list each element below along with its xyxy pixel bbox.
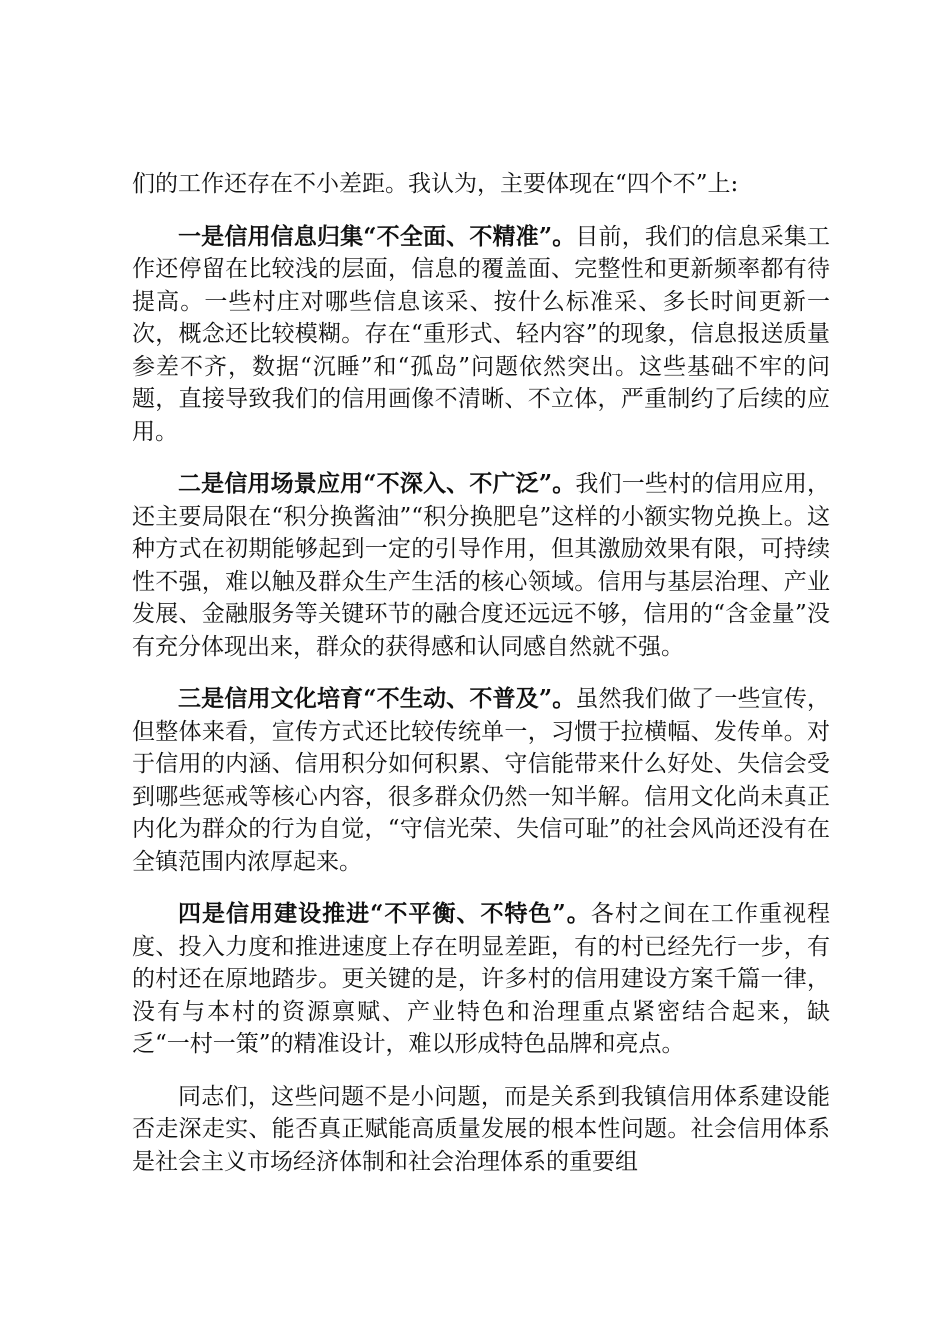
document-page	[132, 168, 830, 1198]
paragraph-point-two	[132, 468, 830, 663]
paragraph-heading: 三是信用文化培育“不生动、不普及”。	[178, 685, 576, 712]
paragraph-text: 我们一些村的信用应用，还主要局限在“积分换酱油”“积分换肥皂”这样的小额实物兑换上。这种方式在初期能够起到一定的引导作用，但其激励效果有限，可持续性不强，难以触及群众生产生活的核心领域。信用与基层治理、产业发展、金融服务等关键环节的融合度还远远不够，信用的“含金量”没有充分体现出来，群众的获得感和认同感自然就不强。	[132, 471, 830, 660]
paragraph-heading: 二是信用场景应用“不深入、不广泛”。	[178, 470, 576, 497]
paragraph-text: 同志们，这些问题不是小问题，而是关系到我镇信用体系建设能否走深走实、能否真正赋能高质量发展的根本性问题。社会信用体系是社会主义市场经济体制和社会治理体系的重要组	[132, 1083, 830, 1175]
paragraph-text: 目前，我们的信息采集工作还停留在比较浅的层面，信息的覆盖面、完整性和更新频率都有待提高。一些村庄对哪些信息该采、按什么标准采、多长时间更新一次，概念还比较模糊。存在“重形式、轻内容”的现象，信息报送质量参差不齐，数据“沉睡”和“孤岛”问题依然突出。这些基础不牢的问题，直接导致我们的信用画像不清晰、不立体，严重制约了后续的应用。	[132, 223, 830, 445]
paragraph-heading: 四是信用建设推进“不平衡、不特色”。	[178, 900, 591, 927]
paragraph-point-four	[132, 898, 830, 1061]
paragraph-heading: 一是信用信息归集“不全面、不精准”。	[178, 222, 576, 250]
paragraph-continuation	[132, 168, 830, 201]
paragraph-text: 各村之间在工作重视程度、投入力度和推进速度上存在明显差距，有的村已经先行一步，有的村还在原地踏步。更关键的是，许多村的信用建设方案千篇一律，没有与本村的资源禀赋、产业特色和治理重点紧密结合起来，缺乏“一村一策”的精准设计，难以形成特色品牌和亮点。	[132, 901, 831, 1057]
paragraph-point-three	[132, 683, 830, 878]
paragraph-closing	[132, 1081, 830, 1179]
paragraph-text: 们的工作还存在不小差距。我认为，主要体现在“四个不”上:	[132, 171, 739, 197]
paragraph-text: 虽然我们做了一些宣传，但整体来看，宣传方式还比较传统单一，习惯于拉横幅、发传单。对于信用的内涵、信用积分如何积累、守信能带来什么好处、失信会受到哪些惩戒等核心内容，很多群众仍然一知半解。信用文化尚未真正内化为群众的行为自觉，“守信光荣、失信可耻”的社会风尚还没有在全镇范围内浓厚起来。	[132, 686, 830, 875]
paragraph-point-one	[132, 221, 830, 449]
